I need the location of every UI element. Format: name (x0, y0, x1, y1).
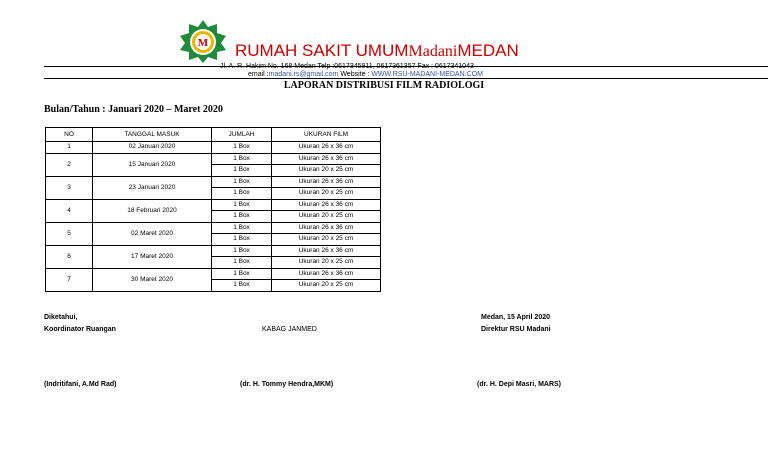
header-rule-bottom (44, 78, 768, 79)
table-body (46, 142, 381, 292)
cell-quantity: 1 Box (212, 234, 272, 246)
report-period: Bulan/Tahun : Januari 2020 – Maret 2020 (44, 104, 223, 115)
table-row (46, 176, 381, 188)
cell-quantity: 1 Box (212, 222, 272, 234)
website-label: Website : (338, 71, 372, 78)
cell-quantity: 1 Box (212, 268, 272, 280)
hospital-name-part3: MEDAN (457, 41, 519, 60)
cell-quantity: 1 Box (212, 245, 272, 257)
hospital-name (235, 41, 519, 62)
cell-quantity: 1 Box (212, 142, 272, 154)
role-left: Koordinator Ruangan (44, 326, 116, 333)
website-link[interactable]: WWW.RSU-MADANI-MEDAN.COM (371, 71, 483, 78)
cell-date: 18 Februari 2020 (93, 199, 212, 222)
distribution-table (45, 127, 381, 292)
cell-film-size: Ukuran 20 x 25 cm (272, 234, 381, 246)
role-middle: KABAG JANMED (262, 326, 317, 333)
column-header-quantity: JUMLAH (212, 128, 272, 142)
cell-date: 17 Maret 2020 (93, 245, 212, 268)
cell-film-size: Ukuran 20 x 25 cm (272, 280, 381, 292)
table-row (46, 245, 381, 257)
cell-date: 15 Januari 2020 (93, 153, 212, 176)
cell-no: 2 (46, 153, 93, 176)
cell-film-size: Ukuran 26 x 36 cm (272, 176, 381, 188)
name-left: (Indritifani, A.Md Rad) (44, 381, 117, 388)
place-date: Medan, 15 April 2020 (481, 314, 550, 321)
name-right: (dr. H. Depi Masri, MARS) (477, 381, 562, 388)
cell-quantity: 1 Box (212, 257, 272, 269)
table-row (46, 153, 381, 165)
cell-film-size: Ukuran 26 x 36 cm (272, 199, 381, 211)
cell-film-size: Ukuran 26 x 36 cm (272, 153, 381, 165)
cell-film-size: Ukuran 20 x 25 cm (272, 165, 381, 177)
table-row (46, 222, 381, 234)
known-label: Diketahui, (44, 314, 78, 321)
cell-date: 23 Januari 2020 (93, 176, 212, 199)
cell-film-size: Ukuran 20 x 25 cm (272, 211, 381, 223)
cell-no: 7 (46, 268, 93, 291)
cell-quantity: 1 Box (212, 211, 272, 223)
table-row (46, 268, 381, 280)
column-header-no: NO (46, 128, 93, 142)
table-header-row (46, 128, 381, 142)
cell-no: 5 (46, 222, 93, 245)
cell-no: 6 (46, 245, 93, 268)
cell-quantity: 1 Box (212, 153, 272, 165)
cell-quantity: 1 Box (212, 188, 272, 200)
cell-quantity: 1 Box (212, 280, 272, 292)
cell-date: 02 Maret 2020 (93, 222, 212, 245)
cell-date: 02 Januari 2020 (93, 142, 212, 154)
cell-date: 30 Maret 2020 (93, 268, 212, 291)
hospital-logo (177, 19, 229, 63)
cell-film-size: Ukuran 20 x 25 cm (272, 257, 381, 269)
email-link[interactable]: madani.rs@gmail.com (268, 71, 339, 78)
hospital-name-part2: Madani (408, 43, 458, 60)
table-row (46, 199, 381, 211)
cell-film-size: Ukuran 26 x 36 cm (272, 222, 381, 234)
column-header-film-size: UKURAN FILM (272, 128, 381, 142)
cell-film-size: Ukuran 26 x 36 cm (272, 268, 381, 280)
email-label: email : (248, 71, 269, 78)
cell-no: 4 (46, 199, 93, 222)
hospital-name-part1: RUMAH SAKIT UMUM (235, 41, 409, 60)
cell-no: 1 (46, 142, 93, 154)
cell-no: 3 (46, 176, 93, 199)
cell-film-size: Ukuran 26 x 36 cm (272, 245, 381, 257)
cell-quantity: 1 Box (212, 176, 272, 188)
cell-film-size: Ukuran 20 x 25 cm (272, 188, 381, 200)
report-title: LAPORAN DISTRIBUSI FILM RADIOLOGI (283, 80, 485, 91)
cell-film-size: Ukuran 26 x 36 cm (272, 142, 381, 154)
hospital-address: Jl. A. R. Hakim No. 168 Medan Telp :0617345911, 0617361357 Fax : 0617341043 (220, 63, 474, 70)
role-right: Direktur RSU Madani (481, 326, 551, 333)
column-header-date: TANGGAL MASUK (93, 128, 212, 142)
table-row (46, 142, 381, 154)
logo-letter: M (197, 37, 209, 49)
logo-emblem-icon (177, 19, 229, 63)
cell-quantity: 1 Box (212, 165, 272, 177)
name-middle: (dr. H. Tommy Hendra,MKM) (240, 381, 334, 388)
cell-quantity: 1 Box (212, 199, 272, 211)
